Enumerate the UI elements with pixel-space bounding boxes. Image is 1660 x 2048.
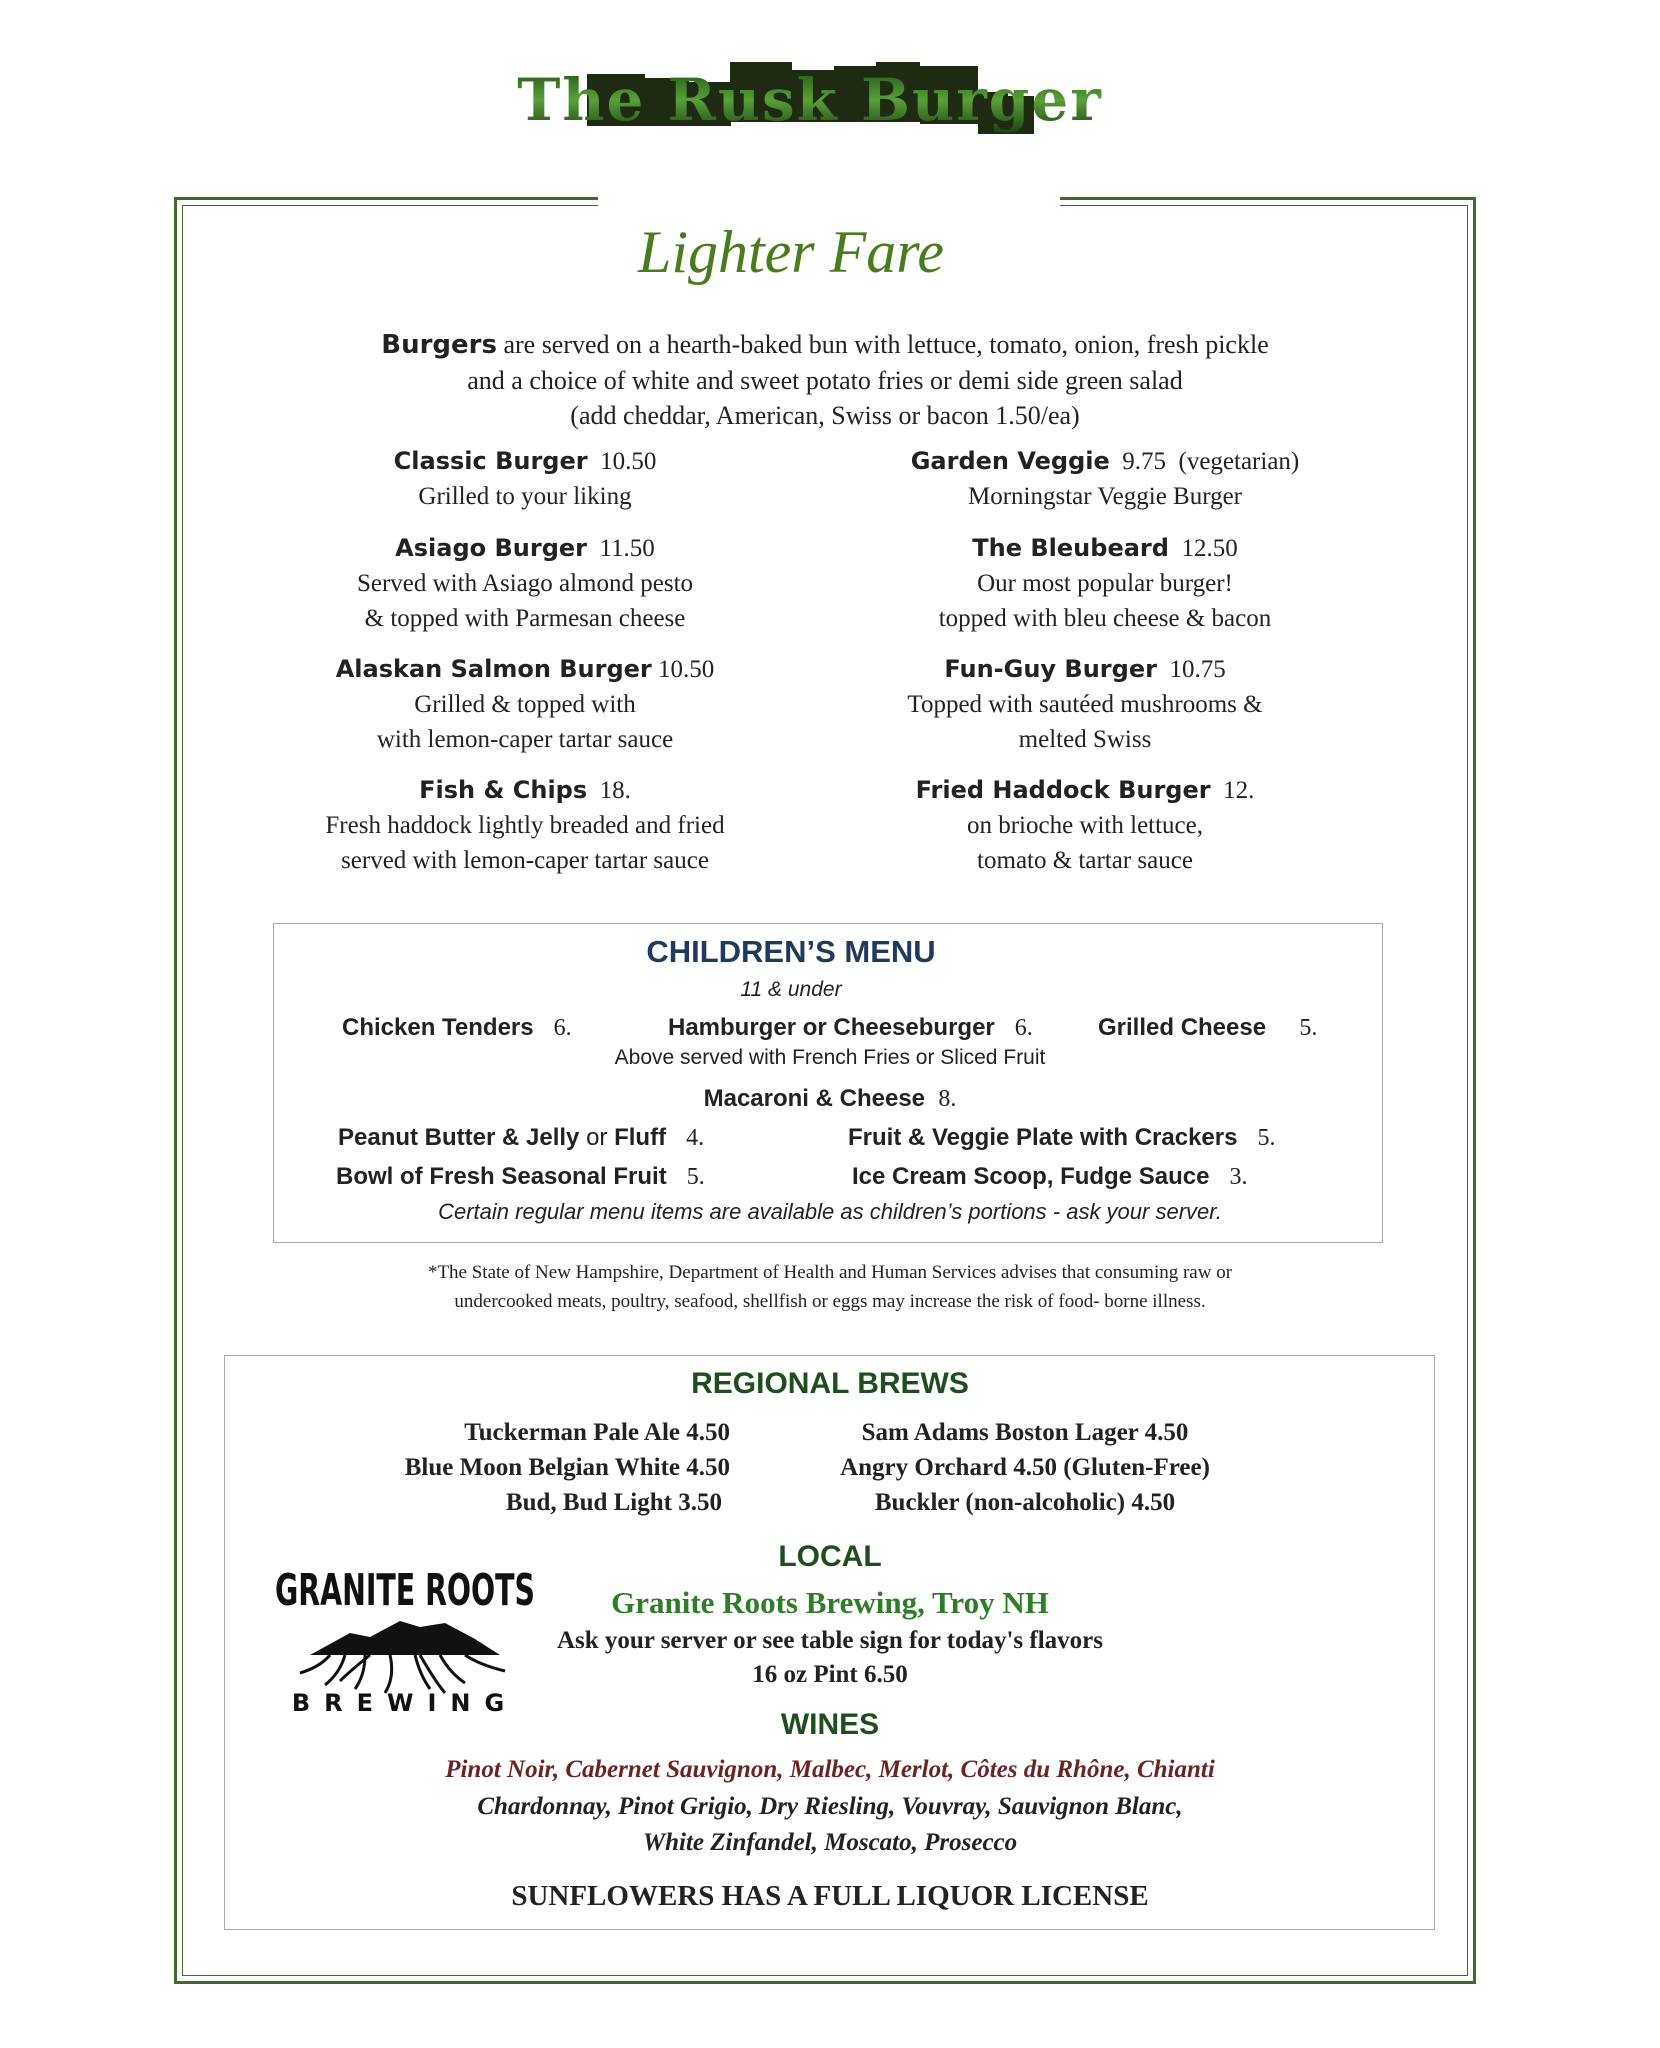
- menu-item-classic-burger: [240, 444, 810, 514]
- item-name: Classic Burger: [393, 447, 588, 475]
- kids-item-fruit-veggie: [848, 1124, 1275, 1152]
- item-name: Alaskan Salmon Burger: [335, 655, 652, 683]
- menu-item-asiago-burger: [240, 531, 810, 636]
- menu-item-fried-haddock: [800, 773, 1370, 878]
- kids-item-price: 5.: [1299, 1015, 1318, 1041]
- item-desc: melted Swiss: [1018, 726, 1152, 753]
- kids-item-name: Chicken Tenders: [342, 1014, 534, 1041]
- childrens-menu-title: CHILDREN’S MENU: [646, 934, 936, 969]
- menu-item-garden-veggie: [820, 444, 1390, 514]
- intro-line1: are served on a hearth-baked bun with lettuce, tomato, onion, fresh pickle: [496, 330, 1269, 359]
- kids-item-price: 6.: [1014, 1015, 1033, 1041]
- page-title: Lighter Fare: [637, 219, 945, 285]
- item-price: 10.50: [658, 656, 715, 683]
- kids-item-name: Fruit & Veggie Plate with Crackers: [848, 1124, 1238, 1151]
- wines-white-list-1: Chardonnay, Pinot Grigio, Dry Riesling, Vouvray, Sauvignon Blanc,: [477, 1793, 1183, 1820]
- item-note: (vegetarian): [1178, 448, 1300, 475]
- item-price: 18.: [599, 777, 631, 804]
- item-desc: & topped with Parmesan cheese: [364, 605, 686, 632]
- childrens-menu-box: [273, 923, 1383, 1243]
- item-name: Garden Veggie: [910, 447, 1110, 475]
- kids-item-price: 5.: [686, 1164, 705, 1190]
- item-desc: tomato & tartar sauce: [977, 847, 1193, 874]
- liquor-license-note: SUNFLOWERS HAS A FULL LIQUOR LICENSE: [511, 1880, 1149, 1912]
- item-desc: on brioche with lettuce,: [966, 812, 1204, 839]
- local-brewery-name: Granite Roots Brewing, Troy NH: [611, 1585, 1049, 1620]
- frame-gap: [598, 190, 1060, 210]
- kids-item-name: Grilled Cheese: [1098, 1014, 1267, 1041]
- health-disclaimer: [320, 1258, 1340, 1316]
- svg-text:BREWING: BREWING: [291, 1689, 519, 1717]
- item-price: 11.50: [599, 535, 655, 562]
- item-desc: Grilled to your liking: [418, 483, 632, 510]
- kids-item-grilled-cheese: [1098, 1014, 1317, 1042]
- local-title: LOCAL: [778, 1540, 882, 1573]
- item-price: 9.75: [1122, 448, 1166, 475]
- kids-item-chicken-tenders: [342, 1014, 572, 1042]
- beer-item: Bud, Bud Light 3.50: [505, 1489, 722, 1516]
- menu-item-fun-guy: [800, 652, 1370, 757]
- kids-item-name: Macaroni & Cheese: [703, 1085, 926, 1112]
- item-price: 12.50: [1181, 535, 1238, 562]
- kids-served-note: Above served with French Fries or Sliced Fruit: [614, 1046, 1046, 1069]
- kids-item-ice-cream: [852, 1163, 1247, 1191]
- local-pint-price: 16 oz Pint 6.50: [752, 1661, 908, 1688]
- item-name: The Bleubeard: [972, 534, 1169, 562]
- kids-item-hamburger: [668, 1014, 1033, 1042]
- item-desc: Served with Asiago almond pesto: [356, 570, 694, 597]
- item-price: 12.: [1223, 777, 1255, 804]
- kids-item-name: Peanut Butter & Jelly: [338, 1124, 580, 1151]
- intro-bold: Burgers: [381, 330, 497, 360]
- item-price: 10.75: [1169, 656, 1226, 683]
- burger-intro: [300, 327, 1350, 433]
- item-desc: Grilled & topped with: [414, 691, 636, 718]
- kids-item-price: 4.: [686, 1125, 705, 1151]
- svg-text:The Rusk Burger: The Rusk Burger: [517, 66, 1103, 134]
- item-desc: Morningstar Veggie Burger: [967, 483, 1243, 510]
- menu-item-fish-chips: [240, 773, 810, 878]
- menu-item-alaskan-salmon: [240, 652, 810, 757]
- svg-text:GRANITE ROOTS: GRANITE ROOTS: [275, 1565, 535, 1616]
- beer-item: Tuckerman Pale Ale 4.50: [464, 1419, 730, 1446]
- disclaimer-line1: *The State of New Hampshire, Department of Health and Human Services advises that consuming raw or: [427, 1262, 1233, 1283]
- kids-item-price: 5.: [1257, 1125, 1276, 1151]
- item-desc: Topped with sautéed mushrooms &: [907, 691, 1263, 718]
- intro-line2: and a choice of white and sweet potato fries or demi side green salad: [467, 366, 1183, 395]
- item-name: Asiago Burger: [395, 534, 587, 562]
- item-desc: with lemon-caper tartar sauce: [376, 726, 674, 753]
- item-name: Fried Haddock Burger: [915, 776, 1211, 804]
- intro-line3: (add cheddar, American, Swiss or bacon 1.50/ea): [570, 401, 1080, 430]
- item-desc: served with lemon-caper tartar sauce: [341, 847, 709, 874]
- brews-left-column: [330, 1415, 730, 1520]
- wines-red-list: Pinot Noir, Cabernet Sauvignon, Malbec, Merlot, Côtes du Rhône, Chianti: [445, 1756, 1215, 1783]
- item-price: 10.50: [600, 448, 657, 475]
- kids-item-price: 8.: [938, 1086, 957, 1112]
- brews-right-column: [810, 1415, 1240, 1520]
- item-desc: Fresh haddock lightly breaded and fried: [325, 812, 725, 839]
- kids-footer-note: Certain regular menu items are available as children’s portions - ask your server.: [438, 1199, 1222, 1224]
- kids-item-price: 6.: [553, 1015, 572, 1041]
- beer-item: Angry Orchard 4.50 (Gluten-Free): [840, 1454, 1210, 1481]
- wines-white-list-2: White Zinfandel, Moscato, Prosecco: [642, 1829, 1018, 1856]
- beer-item: Blue Moon Belgian White 4.50: [404, 1454, 730, 1481]
- regional-brews-title: REGIONAL BREWS: [691, 1367, 969, 1400]
- wines-title: WINES: [780, 1708, 880, 1741]
- item-desc: Our most popular burger!: [977, 570, 1233, 597]
- item-desc: topped with bleu cheese & bacon: [938, 605, 1272, 632]
- beer-item: Sam Adams Boston Lager 4.50: [861, 1419, 1189, 1446]
- kids-item-price: 3.: [1229, 1164, 1248, 1190]
- kids-item-or: or: [579, 1124, 615, 1151]
- item-name: Fish & Chips: [419, 776, 588, 804]
- kids-item-name: Bowl of Fresh Seasonal Fruit: [336, 1163, 667, 1190]
- kids-item-fruit-bowl: [336, 1163, 705, 1191]
- beer-item: Buckler (non-alcoholic) 4.50: [874, 1489, 1176, 1516]
- restaurant-logo: [517, 52, 1103, 150]
- kids-item-pbj: [338, 1124, 704, 1152]
- kids-item-name: Ice Cream Scoop, Fudge Sauce: [852, 1163, 1210, 1190]
- kids-item-name: Hamburger or Cheeseburger: [668, 1014, 995, 1041]
- kids-item-name-2: Fluff: [614, 1124, 667, 1151]
- menu-item-bleubeard: [820, 531, 1390, 636]
- childrens-menu-subtitle: 11 & under: [740, 978, 842, 1001]
- item-name: Fun-Guy Burger: [944, 655, 1157, 683]
- kids-item-mac-cheese: [0, 1085, 1660, 1113]
- local-flavors-note: Ask your server or see table sign for today's flavors: [556, 1627, 1104, 1654]
- disclaimer-line2: undercooked meats, poultry, seafood, shellfish or eggs may increase the risk of food- borne illness.: [454, 1291, 1206, 1312]
